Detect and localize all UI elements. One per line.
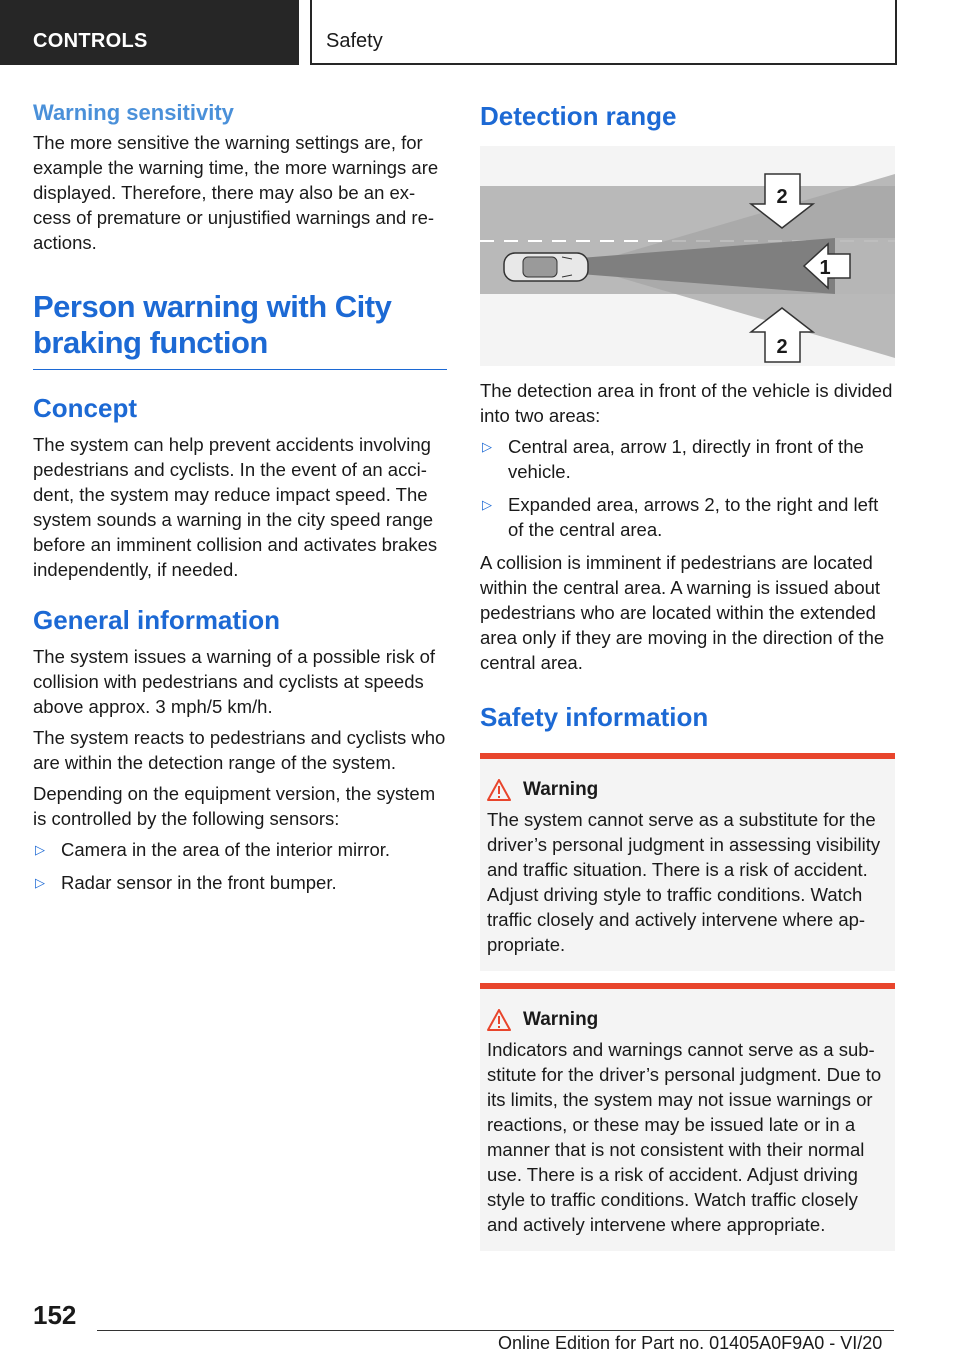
triangle-bullet-icon: ▷: [482, 497, 492, 512]
detection-after-text: A collision is imminent if pedestrians are located within the central area. A warning is issued about pedestrians who are located within the extended area only if they are moving in the direction of the central area.: [480, 552, 885, 673]
warning-text: The system cannot serve as a substitute for the driver’s personal judgment in assessing visibility and traffic situation. There is a risk of accident. Adjust driving style to traffic conditions. Watch traffic closely and actively intervene where appropriate.: [487, 809, 881, 955]
warning-box: [480, 983, 895, 1251]
warning-triangle-icon: [487, 779, 511, 801]
car-icon: [504, 253, 588, 281]
detection-range-diagram: [480, 146, 895, 366]
header-chapter-tab: [310, 0, 897, 65]
list-item-text: Radar sensor in the front bumper.: [61, 872, 337, 893]
triangle-bullet-icon: ▷: [35, 842, 45, 857]
arrow-bottom-label: 2: [776, 336, 788, 358]
page-number: 152: [33, 1300, 77, 1330]
list-item-text: Expanded area, arrows 2, to the right and left of the central area.: [508, 494, 879, 540]
right-column: [480, 100, 895, 1263]
list-item-text: Central area, arrow 1, directly in front of the vehicle.: [508, 436, 864, 482]
general-info-p2: The system reacts to pedestrians and cyclists who are within the detection range of the system.: [33, 727, 446, 773]
concept-text: The system can help prevent accidents involving pedestrians and cyclists. In the event of an accident, the system may reduce impact speed. The system sounds a warning in the city speed range before an imminent collision and activates brakes independently, if needed.: [33, 434, 438, 580]
header-section-label: CONTROLS: [33, 30, 148, 52]
footer-divider: [97, 1330, 894, 1331]
detection-range-figure: [480, 146, 895, 366]
warning-label: Warning: [523, 779, 599, 800]
page-title: Person warning with City braking function: [33, 289, 447, 370]
warning-title: [487, 779, 888, 801]
warning-sensitivity-text: The more sensitive the warning settings are, for example the warning time, the more warnings are displayed. Therefore, there may also be an excess of premature or unjustified warnings and reactions.: [33, 132, 439, 253]
detection-intro: The detection area in front of the vehicle is divided into two areas:: [480, 380, 893, 426]
general-info-p1: The system issues a warning of a possible risk of collision with pedestrians and cyclists at speeds above approx. 3 mph/5 km/h.: [33, 646, 436, 717]
warning-sensitivity-heading: Warning sensitivity: [33, 100, 234, 125]
sensor-list: [33, 837, 447, 895]
arrow-center-label: 1: [819, 257, 831, 279]
detection-range-heading: Detection range: [480, 101, 677, 131]
header-section-tab: [0, 0, 299, 65]
footer-edition: Online Edition for Part no. 01405A0F9A0 - VI/20: [498, 1333, 883, 1353]
left-column: [33, 100, 447, 903]
warning-label: Warning: [523, 1009, 599, 1030]
header-chapter-label: Safety: [326, 30, 383, 52]
list-item: [480, 434, 895, 484]
detection-areas-list: [480, 434, 895, 542]
list-item: [480, 492, 895, 542]
triangle-bullet-icon: ▷: [35, 875, 45, 890]
list-item-text: Camera in the area of the interior mirror.: [61, 839, 391, 860]
list-item: [33, 837, 447, 862]
warning-text: Indicators and warnings cannot serve as a substitute for the driver’s personal judgment. Due to its limits, the system may not issue warnings or reactions, or these may be issued late or in a manner that is not consistent with their normal use. There is a risk of accident. Adjust driving style to traffic conditions. Watch traffic closely and actively intervene where appropriate.: [487, 1039, 882, 1235]
triangle-bullet-icon: ▷: [482, 439, 492, 454]
safety-info-heading: Safety information: [480, 702, 709, 732]
warning-title: [487, 1009, 888, 1031]
general-info-heading: General information: [33, 605, 281, 635]
warning-box: [480, 753, 895, 971]
general-info-p3: Depending on the equipment version, the system is controlled by the following sensors:: [33, 783, 436, 829]
concept-heading: Concept: [33, 393, 137, 423]
arrow-top-label: 2: [776, 186, 788, 208]
warning-triangle-icon: [487, 1009, 511, 1031]
list-item: [33, 870, 447, 895]
